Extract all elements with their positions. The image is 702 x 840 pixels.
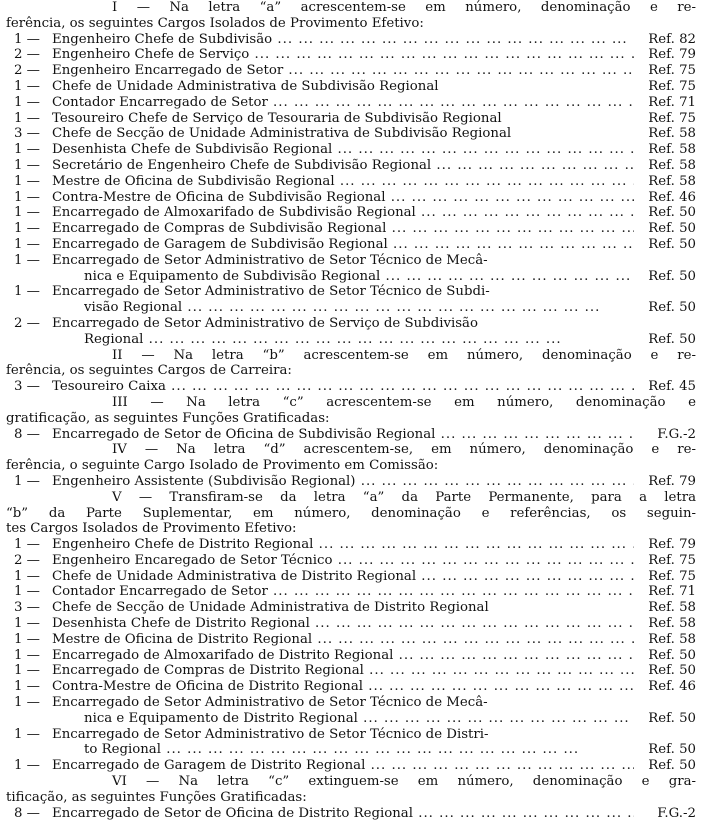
list-item: [6, 569, 696, 585]
list-item: [6, 427, 696, 443]
item-quantity: 2 —: [14, 63, 40, 79]
item-quantity: 3 —: [14, 126, 40, 142]
section-V-heading-line-3: tes Cargos Isolados de Provimento Efetivo:: [6, 521, 297, 537]
item-quantity: 1 —: [14, 252, 40, 268]
item-title: Encarregado de Compras de Distrito Regional ... .: [52, 663, 634, 679]
item-title: Engenheiro Encarregado de Setor ... .: [52, 63, 634, 79]
item-quantity: 1 —: [14, 173, 40, 189]
list-item-multiline: [6, 284, 696, 300]
item-title: Encarregado de Garagem de Subdivisão Regional ... .: [52, 237, 634, 253]
item-reference: Ref. 58: [648, 616, 696, 632]
item-title-line-2: to Regional ... .: [84, 742, 634, 758]
item-reference: Ref. 45: [648, 379, 696, 395]
list-item: [6, 95, 696, 111]
item-reference: Ref. 75: [648, 110, 696, 126]
item-title: Tesoureiro Caixa ... .: [52, 379, 634, 395]
item-quantity: 1 —: [14, 647, 40, 663]
item-quantity: 1 —: [14, 284, 40, 300]
item-reference: Ref. 79: [648, 473, 696, 489]
item-quantity: 1 —: [14, 31, 40, 47]
item-reference: Ref. 58: [648, 631, 696, 647]
list-item: [6, 142, 696, 158]
list-item: [6, 758, 696, 774]
item-quantity: 2 —: [14, 552, 40, 568]
item-title: Contra-Mestre de Oficina de Subdivisão Regional ... .: [52, 190, 634, 206]
item-title: Desenhista Chefe de Distrito Regional ... .: [52, 616, 634, 632]
item-quantity: 1 —: [14, 157, 40, 173]
list-item: [6, 126, 696, 142]
list-item: [6, 632, 696, 648]
item-title: Mestre de Oficina de Distrito Regional ... .: [52, 632, 634, 648]
item-reference: Ref. 75: [648, 63, 696, 79]
list-item-multiline: [6, 695, 696, 711]
list-item-continuation: [6, 742, 696, 758]
item-title-line-2: visão Regional ... .: [84, 300, 634, 316]
item-reference: Ref. 79: [648, 47, 696, 63]
item-quantity: 1 —: [14, 473, 40, 489]
item-reference: Ref. 79: [648, 537, 696, 553]
section-V-heading-line-2: “b” da Parte Suplementar, em número, denominação e referências, os seguin-: [6, 505, 696, 521]
item-quantity: 1 —: [14, 679, 40, 695]
item-quantity: 1 —: [14, 94, 40, 110]
section-VI-heading-line-1: VI — Na letra “c” extinguem-se em número, denominação e gra-: [112, 774, 696, 790]
item-title-line-1: Encarregado de Setor Administrativo de Setor Técnico de Mecâ-: [52, 695, 488, 711]
item-title: Tesoureiro Chefe de Serviço de Tesouraria de Subdivisão Regional: [52, 110, 502, 126]
item-reference: Ref. 58: [648, 142, 696, 158]
list-item: [6, 221, 696, 237]
item-reference: Ref. 75: [648, 552, 696, 568]
item-title: Mestre de Oficina de Subdivisão Regional ... .: [52, 174, 634, 190]
list-item: [6, 679, 696, 695]
item-title: Encarregado de Garagem de Distrito Regional ... .: [52, 758, 634, 774]
list-item-continuation: [6, 332, 696, 348]
item-reference: Ref. 71: [648, 94, 696, 110]
list-item: [6, 158, 696, 174]
list-item-continuation: [6, 269, 696, 285]
item-title: Chefe de Secção de Unidade Administrativa de Distrito Regional: [52, 600, 489, 616]
item-quantity: 3 —: [14, 379, 40, 395]
item-reference: Ref. 50: [648, 647, 696, 663]
item-quantity: 1 —: [14, 221, 40, 237]
item-title: Encarregado de Almoxarifado de Subdivisão Regional ... .: [52, 205, 634, 221]
item-title-line-1: Encarregado de Setor Administrativo de Serviço de Subdivisão: [52, 315, 478, 331]
item-reference: Ref. 50: [648, 758, 696, 774]
list-item: [6, 553, 696, 569]
item-quantity: 8 —: [14, 805, 40, 821]
item-quantity: 1 —: [14, 631, 40, 647]
item-title: Chefe de Secção de Unidade Administrativa de Subdivisão Regional: [52, 126, 512, 142]
item-quantity: 1 —: [14, 110, 40, 126]
item-title: Encarregado de Almoxarifado de Distrito Regional ... .: [52, 648, 634, 664]
list-item-multiline: [6, 253, 696, 269]
item-quantity: 1 —: [14, 78, 40, 94]
item-quantity: 8 —: [14, 426, 40, 442]
item-reference: Ref. 71: [648, 584, 696, 600]
item-quantity: 1 —: [14, 616, 40, 632]
item-title-line-2: nica e Equipamento de Distrito Regional ... .: [84, 711, 634, 727]
item-title: Contador Encarregado de Setor ... .: [52, 584, 634, 600]
item-reference: Ref. 50: [648, 331, 696, 347]
item-reference: Ref. 58: [648, 600, 696, 616]
item-title: Chefe de Unidade Administrativa de Subdivisão Regional: [52, 78, 439, 94]
list-item: [6, 600, 696, 616]
list-item: [6, 537, 696, 553]
section-II-heading-line-2: ferência, os seguintes Cargos de Carreira:: [6, 363, 292, 379]
item-title: Secretário de Engenheiro Chefe de Subdivisão Regional ... .: [52, 158, 634, 174]
list-item-multiline: [6, 727, 696, 743]
list-item: [6, 174, 696, 190]
item-reference: Ref. 82: [648, 31, 696, 47]
list-item: [6, 474, 696, 490]
list-item: [6, 32, 696, 48]
item-title-line-1: Encarregado de Setor Administrativo de Setor Técnico de Subdi-: [52, 284, 490, 300]
item-title: Engenheiro Chefe de Distrito Regional ... .: [52, 537, 634, 553]
list-item: [6, 663, 696, 679]
item-title: Contra-Mestre de Oficina de Distrito Regional ... .: [52, 679, 634, 695]
item-title-line-2: nica e Equipamento de Subdivisão Regional ... .: [84, 269, 634, 285]
item-title: Engenheiro Assistente (Subdivisão Regional) ... .: [52, 474, 634, 490]
item-reference: Ref. 50: [648, 710, 696, 726]
item-quantity: 3 —: [14, 600, 40, 616]
item-reference: Ref. 58: [648, 173, 696, 189]
item-reference: Ref. 58: [648, 126, 696, 142]
item-quantity: 1 —: [14, 695, 40, 711]
section-I-heading-line-2: ferência, os seguintes Cargos Isolados de Provimento Efetivo:: [6, 15, 424, 31]
item-reference: Ref. 75: [648, 568, 696, 584]
list-item-multiline: [6, 316, 696, 332]
item-title-line-1: Encarregado de Setor Administrativo de Setor Técnico de Mecâ-: [52, 252, 488, 268]
item-quantity: 1 —: [14, 189, 40, 205]
section-VI-heading-line-2: tificação, as seguintes Funções Gratificadas:: [6, 789, 307, 805]
item-quantity: 2 —: [14, 47, 40, 63]
item-quantity: 1 —: [14, 584, 40, 600]
item-reference: Ref. 50: [648, 300, 696, 316]
item-reference: Ref. 50: [648, 236, 696, 252]
item-title: Desenhista Chefe de Subdivisão Regional ... .: [52, 142, 634, 158]
item-reference: Ref. 46: [648, 189, 696, 205]
list-item: [6, 111, 696, 127]
item-title: Engenheiro Chefe de Serviço ... .: [52, 47, 634, 63]
item-quantity: 1 —: [14, 568, 40, 584]
item-quantity: 1 —: [14, 142, 40, 158]
section-III-heading-line-2: gratificação, as seguintes Funções Gratificadas:: [6, 410, 330, 426]
section-III-heading-line-1: III — Na letra “c” acrescentem-se em número, denominação e: [112, 394, 696, 410]
section-II-heading-line-1: II — Na letra “b” acrescentem-se em número, denominação e re-: [112, 347, 696, 363]
item-quantity: 1 —: [14, 758, 40, 774]
list-item-continuation: [6, 711, 696, 727]
item-quantity: 1 —: [14, 663, 40, 679]
list-item: [6, 237, 696, 253]
item-reference: Ref. 50: [648, 205, 696, 221]
item-reference: F.G.-2: [657, 426, 696, 442]
section-IV-heading-line-1: IV — Na letra “d” acrescentem-se, em número, denominação e re-: [112, 442, 696, 458]
item-reference: Ref. 50: [648, 268, 696, 284]
list-item: [6, 616, 696, 632]
item-title: Encarregado de Setor de Oficina de Subdivisão Regional ... .: [52, 427, 634, 443]
item-title: Engenheiro Chefe de Subdivisão ... .: [52, 32, 634, 48]
list-item: [6, 63, 696, 79]
item-reference: Ref. 58: [648, 157, 696, 173]
list-item: [6, 205, 696, 221]
item-title: Contador Encarregado de Setor ... .: [52, 95, 634, 111]
item-title: Chefe de Unidade Administrativa de Distrito Regional ... .: [52, 569, 634, 585]
list-item: [6, 379, 696, 395]
item-reference: Ref. 50: [648, 742, 696, 758]
list-item: [6, 806, 696, 822]
item-reference: Ref. 50: [648, 221, 696, 237]
section-V-heading-line-1: V — Transfiram-se da letra “a” da Parte Permanente, para a letra: [112, 489, 696, 505]
item-reference: Ref. 46: [648, 679, 696, 695]
item-reference: F.G.-2: [657, 805, 696, 821]
list-item: [6, 584, 696, 600]
item-title: Encarregado de Compras de Subdivisão Regional ... .: [52, 221, 634, 237]
item-title: Engenheiro Encaregado de Setor Técnico ... .: [52, 553, 634, 569]
list-item: [6, 648, 696, 664]
list-item: [6, 190, 696, 206]
item-quantity: 1 —: [14, 537, 40, 553]
item-quantity: 2 —: [14, 315, 40, 331]
item-title: Encarregado de Setor de Oficina de Distrito Regional ... .: [52, 806, 634, 822]
item-reference: Ref. 50: [648, 663, 696, 679]
list-item: [6, 47, 696, 63]
list-item-continuation: [6, 300, 696, 316]
item-quantity: 1 —: [14, 236, 40, 252]
item-quantity: 1 —: [14, 726, 40, 742]
item-reference: Ref. 75: [648, 78, 696, 94]
list-item: [6, 79, 696, 95]
item-title-line-2: Regional ... .: [84, 332, 634, 348]
item-title-line-1: Encarregado de Setor Administrativo de Setor Técnico de Distri-: [52, 726, 489, 742]
section-IV-heading-line-2: ferência, o seguinte Cargo Isolado de Provimento em Comissão:: [6, 458, 439, 474]
section-I-heading-line-1: I — Na letra “a” acrescentem-se em número, denominação e re-: [112, 0, 696, 15]
item-quantity: 1 —: [14, 205, 40, 221]
